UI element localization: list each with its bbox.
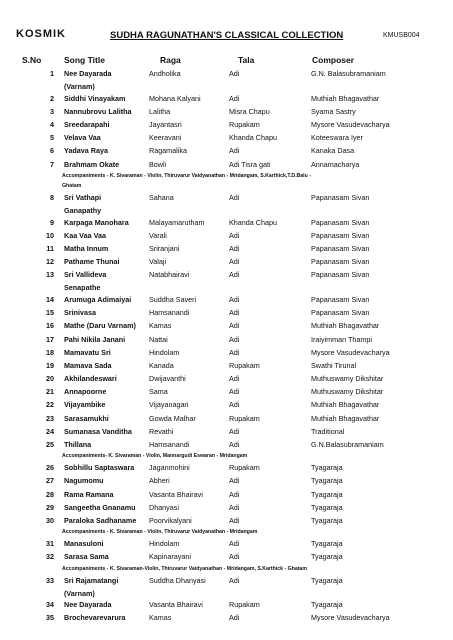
accompaniments-note: Accompaniments- K. Sivaraman - Violin, Mannargudi Eswaran - Mridangam [62, 453, 248, 460]
composer: Papanasam Sivan [311, 308, 370, 318]
table-row [0, 514, 453, 527]
song-title: Velava Vaa [64, 133, 101, 143]
raga: Natabhairavi [149, 270, 190, 280]
song-number: 24 [46, 426, 54, 436]
tala: Adi [229, 489, 240, 499]
song-title: Pahi Nikila Janani [64, 334, 126, 344]
song-title: Karpaga Manohara [64, 217, 129, 227]
song-title: Mathe (Daru Varnam) [64, 321, 136, 331]
table-row [0, 398, 453, 411]
raga: Bowli [149, 159, 167, 169]
composer: Koteeswara Iyer [311, 133, 363, 143]
song-number: 11 [46, 243, 54, 253]
column-header-raga: Raga [160, 55, 181, 65]
tala: Adi [229, 539, 240, 549]
tala: Rupakam [229, 463, 260, 473]
song-title: (Varnam) [64, 588, 95, 598]
table-row [0, 216, 453, 229]
raga: Hamsanandi [149, 308, 190, 318]
song-title: Sri Vathapi [64, 192, 102, 202]
table-row [0, 346, 453, 359]
song-title: Srinivasa [64, 308, 96, 318]
table-row [0, 67, 453, 80]
composer: Papanasam Sivan [311, 192, 370, 202]
raga: Varali [149, 230, 167, 240]
song-title: Nannubrovu Lalitha [64, 106, 132, 116]
composer: Tyagaraja [311, 515, 343, 525]
song-number: 22 [46, 400, 54, 410]
tala: Adi [229, 374, 240, 384]
raga: Hindolam [149, 539, 180, 549]
raga: Suddha Dhanyasi [149, 575, 206, 585]
tala: Adi [229, 502, 240, 512]
raga: Malayamarutham [149, 217, 205, 227]
raga: Sahana [149, 192, 174, 202]
table-row [0, 550, 453, 563]
raga: Andholika [149, 69, 181, 78]
song-number: 20 [46, 374, 54, 384]
table-row [0, 333, 453, 346]
table-row [0, 191, 453, 204]
composer: Papanasam Sivan [311, 270, 370, 280]
raga: Sama [149, 387, 168, 397]
accompaniments-note: Accompaniments - K. Sivaraman-Violin, Thiruvarur Vaidyanathan - Mridangam, S.Karthick - Ghatam [62, 565, 307, 572]
raga: Kamas [149, 613, 172, 623]
tala: Adi [229, 440, 240, 449]
table-row [0, 306, 453, 319]
table-row [0, 105, 453, 118]
composer: Tyagaraja [311, 575, 343, 585]
table-row [0, 438, 453, 451]
composer: Tyagaraja [311, 539, 343, 549]
composer: Tyagaraja [311, 502, 343, 512]
raga: Valaji [149, 257, 167, 267]
song-number: 30 [46, 515, 54, 525]
table-row [0, 372, 453, 385]
song-title: Sumanasa Vanditha [64, 426, 132, 436]
raga: Suddha Saveri [149, 294, 197, 304]
raga: Hindolam [149, 347, 180, 357]
tala: Adi [229, 347, 240, 357]
table-row [0, 474, 453, 487]
table-row [0, 537, 453, 550]
tala: Adi [229, 552, 240, 562]
tala: Adi [229, 308, 240, 318]
raga: Poorvikalyani [149, 515, 192, 525]
composer: Mysore Vasudevacharya [311, 347, 390, 357]
song-number: 32 [46, 552, 54, 562]
accompaniments-note: Accompaniments - K. Sivaraman - Violin, Thiruvarur Vaidyanathan - Mridangam, S.Karthick,T.D.Balu - [62, 172, 311, 179]
song-number: 13 [46, 270, 54, 280]
tala: Adi [229, 387, 240, 397]
column-header-tala: Tala [238, 55, 255, 65]
table-row [0, 242, 453, 255]
tala: Adi [229, 515, 240, 525]
song-number: 34 [46, 600, 54, 610]
song-title-continuation [0, 587, 453, 599]
raga: Dhanyasi [149, 502, 179, 512]
composer: Mysore Vasudevacharya [311, 613, 390, 623]
tala: Rupakam [229, 120, 260, 130]
column-header-composer: Composer [312, 55, 355, 65]
table-row [0, 488, 453, 501]
song-number: 35 [46, 613, 54, 623]
song-number: 5 [50, 133, 54, 143]
tala: Adi [229, 294, 240, 304]
brand-logo: KOSMIK [16, 28, 66, 40]
song-title: Mamavatu Sri [64, 347, 111, 357]
song-title-continuation [0, 204, 453, 216]
song-title: Matha Innum [64, 243, 109, 253]
song-title: Sreedarapahi [64, 120, 110, 130]
raga: Vasanta Bhairavi [149, 600, 203, 610]
composer: Muthuswamy Dikshitar [311, 387, 384, 397]
song-title: Sobhillu Saptaswara [64, 463, 135, 473]
raga: Vijayanagari [149, 400, 189, 410]
composer: Tyagaraja [311, 600, 343, 610]
table-row [0, 598, 453, 611]
tala: Adi [229, 257, 240, 267]
table-row [0, 293, 453, 306]
song-title: Brochevarevarura [64, 613, 126, 623]
raga: Kamas [149, 321, 172, 331]
song-title: Pathame Thunai [64, 257, 120, 267]
song-title: Arumuga Adimaiyai [64, 294, 132, 304]
song-title: Annapoorne [64, 387, 107, 397]
tala: Adi [229, 575, 240, 585]
tala: Adi [229, 334, 240, 344]
raga: Nattai [149, 334, 168, 344]
composer: Traditional [311, 426, 345, 436]
table-row [0, 359, 453, 372]
song-title: Ganapathy [64, 206, 102, 215]
table-row [0, 229, 453, 242]
song-number: 1 [50, 69, 54, 78]
song-number: 19 [46, 360, 54, 370]
composer: Kanaka Dasa [311, 146, 355, 156]
song-title: Sri Vallideva [64, 270, 107, 280]
tala: Adi [229, 613, 240, 623]
tala: Adi [229, 270, 240, 280]
song-title: Rama Ramana [64, 489, 114, 499]
song-title: Nee Dayarada [64, 69, 112, 78]
raga: Lalitha [149, 106, 171, 116]
song-title: Nee Dayarada [64, 600, 112, 610]
song-number: 25 [46, 440, 54, 449]
table-row [0, 158, 453, 171]
composer: Annamacharya [311, 159, 360, 169]
composer: Tyagaraja [311, 489, 343, 499]
table-row [0, 319, 453, 332]
song-title: Sri Rajamatangi [64, 575, 119, 585]
raga: Dwijavanthi [149, 374, 186, 384]
song-number: 31 [46, 539, 54, 549]
tala: Rupakam [229, 600, 260, 610]
collection-title: SUDHA RAGUNATHAN'S CLASSICAL COLLECTION [110, 30, 344, 41]
composer: Papanasam Sivan [311, 257, 370, 267]
page-header [0, 0, 453, 50]
raga: Kanada [149, 360, 174, 370]
raga: Ragamalika [149, 146, 187, 156]
column-header-title: Song Title [64, 55, 105, 65]
tala: Adi [229, 93, 240, 103]
raga: Hamsanandi [149, 440, 190, 449]
table-row [0, 501, 453, 514]
song-number: 3 [50, 106, 54, 116]
table-row [0, 425, 453, 438]
raga: Gowda Malhar [149, 413, 196, 423]
song-number: 14 [46, 294, 54, 304]
raga: Mohana Kalyani [149, 93, 201, 103]
composer: Muthiah Bhagavathar [311, 93, 380, 103]
tala: Adi [229, 69, 240, 78]
song-number: 16 [46, 321, 54, 331]
composer: Muthuswamy Dikshitar [311, 374, 384, 384]
song-title: Yadava Raya [64, 146, 108, 156]
song-title: Senapathe [64, 283, 101, 293]
song-title: Sangeetha Gnanamu [64, 502, 136, 512]
tala: Adi [229, 230, 240, 240]
table-row [0, 574, 453, 587]
song-number: 2 [50, 93, 54, 103]
song-number: 29 [46, 502, 54, 512]
raga: Jaganmohini [149, 463, 190, 473]
song-title: Siddhi Vinayakam [64, 93, 126, 103]
composer: Papanasam Sivan [311, 243, 370, 253]
table-row [0, 118, 453, 131]
composer: Tyagaraja [311, 476, 343, 486]
song-title-continuation [0, 281, 453, 293]
song-title: Kaa Vaa Vaa [64, 230, 106, 240]
song-number: 9 [50, 217, 54, 227]
song-number: 33 [46, 575, 54, 585]
composer: Mysore Vasudevacharya [311, 120, 390, 130]
tala: Adi [229, 146, 240, 156]
raga: Keeravani [149, 133, 182, 143]
composer: Iraiyimman Thampi [311, 334, 372, 344]
song-title-continuation [0, 80, 453, 92]
song-title: Manasuloni [64, 539, 104, 549]
tala: Khanda Chapu [229, 133, 277, 143]
song-number: 10 [46, 230, 54, 240]
tala: Adi [229, 426, 240, 436]
tala: Adi [229, 321, 240, 331]
song-number: 12 [46, 257, 54, 267]
song-number: 6 [50, 146, 54, 156]
composer: G.N. Balasubramaniam [311, 69, 386, 78]
column-header-no: S.No [22, 55, 42, 65]
table-row [0, 131, 453, 144]
song-number: 4 [50, 120, 54, 130]
composer: Muthiah Bhagavathar [311, 413, 380, 423]
accompaniments-note: Ghatam [62, 182, 82, 189]
composer: Papanasam Sivan [311, 294, 370, 304]
song-title: Mamava Sada [64, 360, 112, 370]
composer: Papanasam Sivan [311, 230, 370, 240]
table-row [0, 144, 453, 157]
table-row [0, 255, 453, 268]
raga: Sriranjani [149, 243, 180, 253]
song-title: Akhilandeswari [64, 374, 117, 384]
composer: Tyagaraja [311, 552, 343, 562]
raga: Jayantasri [149, 120, 182, 130]
song-title: (Varnam) [64, 82, 95, 92]
table-row [0, 385, 453, 398]
song-number: 18 [46, 347, 54, 357]
tala: Adi [229, 192, 240, 202]
table-row [0, 461, 453, 474]
song-number: 17 [46, 334, 54, 344]
tala: Adi [229, 243, 240, 253]
song-title: Vijayambike [64, 400, 106, 410]
raga: Revathi [149, 426, 174, 436]
song-number: 23 [46, 413, 54, 423]
song-number: 28 [46, 489, 54, 499]
song-table [0, 67, 453, 625]
raga: Kapinarayani [149, 552, 191, 562]
song-title: Sarasa Sama [64, 552, 109, 562]
raga: Vasanta Bhairavi [149, 489, 203, 499]
song-number: 7 [50, 159, 54, 169]
composer: Swathi Tirunal [311, 360, 357, 370]
tala: Misra Chapu [229, 106, 270, 116]
composer: Tyagaraja [311, 463, 343, 473]
song-number: 26 [46, 463, 54, 473]
song-number: 21 [46, 387, 54, 397]
table-row [0, 611, 453, 624]
tala: Adi [229, 476, 240, 486]
song-title: Paraloka Sadhaname [64, 515, 137, 525]
song-title: Nagumomu [64, 476, 104, 486]
table-row [0, 412, 453, 425]
song-title: Thillana [64, 440, 92, 449]
song-number: 15 [46, 308, 54, 318]
song-number: 27 [46, 476, 54, 486]
accompaniments-note: Accompaniments - K. Sivaraman - Violin, Thiruvarur Vaidyanathan - Mridangam [62, 529, 258, 536]
composer: Muthiah Bhagavathar [311, 400, 380, 410]
song-number: 8 [50, 192, 54, 202]
composer: Muthiah Bhagavathar [311, 321, 380, 331]
table-row [0, 92, 453, 105]
tala: Adi [229, 400, 240, 410]
table-row [0, 268, 453, 281]
composer: Syama Sastry [311, 106, 356, 116]
tala: Adi Tisra gati [229, 159, 271, 169]
tala: Rupakam [229, 413, 260, 423]
composer: G.N.Balasubramaniam [311, 440, 384, 449]
song-title: Brahmam Okate [64, 159, 120, 169]
catalog-code: KMUSB004 [383, 32, 420, 39]
raga: Abheri [149, 476, 170, 486]
tala: Khanda Chapu [229, 217, 277, 227]
song-title: Sarasamukhi [64, 413, 109, 423]
tala: Rupakam [229, 360, 260, 370]
composer: Papanasam Sivan [311, 217, 370, 227]
